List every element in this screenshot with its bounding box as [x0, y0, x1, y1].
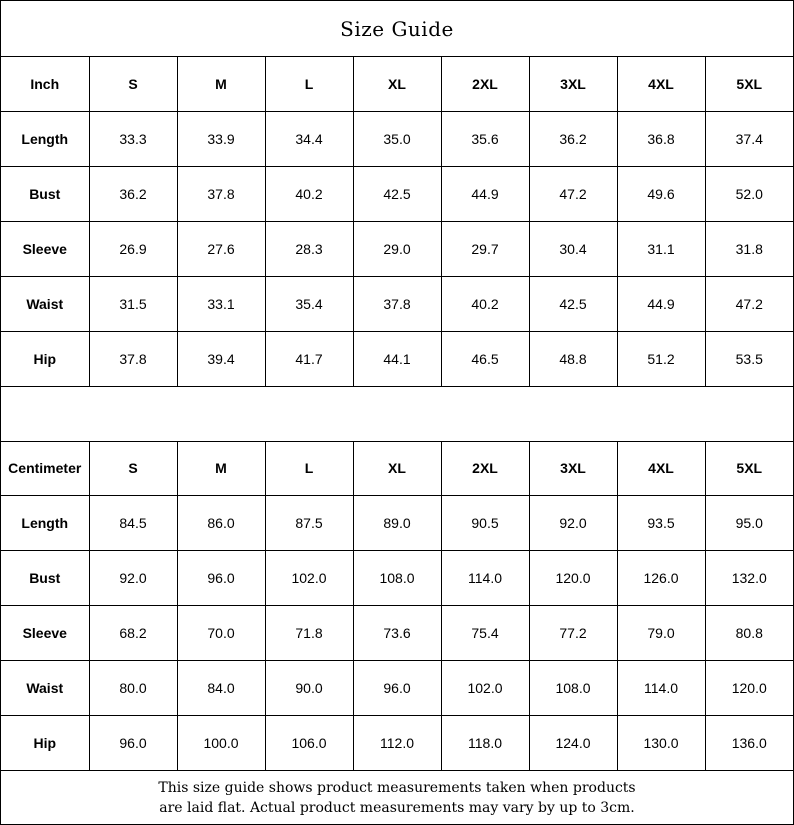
- size-header: L: [265, 57, 353, 112]
- measurement-value: 47.2: [529, 167, 617, 222]
- measurement-label: Hip: [1, 332, 89, 387]
- measurement-value: 136.0: [705, 716, 793, 771]
- size-header: 5XL: [705, 441, 793, 496]
- measurement-value: 33.3: [89, 112, 177, 167]
- measurement-value: 30.4: [529, 222, 617, 277]
- size-header: 3XL: [529, 57, 617, 112]
- table-row: [1, 551, 793, 606]
- measurement-value: 93.5: [617, 496, 705, 551]
- table-row: [1, 332, 793, 387]
- measurement-value: 90.0: [265, 661, 353, 716]
- measurement-value: 96.0: [89, 716, 177, 771]
- size-header: 5XL: [705, 57, 793, 112]
- measurement-value: 102.0: [265, 551, 353, 606]
- measurement-value: 44.1: [353, 332, 441, 387]
- measurement-value: 47.2: [705, 277, 793, 332]
- measurement-value: 44.9: [617, 277, 705, 332]
- measurement-value: 86.0: [177, 496, 265, 551]
- size-header: L: [265, 441, 353, 496]
- measurement-value: 39.4: [177, 332, 265, 387]
- table-row: [1, 167, 793, 222]
- measurement-label: Sleeve: [1, 222, 89, 277]
- table-header-row: [1, 57, 793, 112]
- measurement-value: 114.0: [441, 551, 529, 606]
- measurement-value: 100.0: [177, 716, 265, 771]
- measurement-value: 102.0: [441, 661, 529, 716]
- size-header: XL: [353, 441, 441, 496]
- measurement-value: 35.6: [441, 112, 529, 167]
- measurement-value: 42.5: [353, 167, 441, 222]
- measurement-value: 48.8: [529, 332, 617, 387]
- measurement-value: 42.5: [529, 277, 617, 332]
- measurement-value: 29.7: [441, 222, 529, 277]
- measurement-value: 29.0: [353, 222, 441, 277]
- table-row: [1, 112, 793, 167]
- measurement-value: 46.5: [441, 332, 529, 387]
- measurement-value: 37.8: [89, 332, 177, 387]
- table-header-row: [1, 441, 793, 496]
- size-header: 4XL: [617, 441, 705, 496]
- measurement-value: 28.3: [265, 222, 353, 277]
- measurement-value: 130.0: [617, 716, 705, 771]
- measurement-value: 33.1: [177, 277, 265, 332]
- measurement-value: 44.9: [441, 167, 529, 222]
- measurement-value: 84.5: [89, 496, 177, 551]
- size-header: 4XL: [617, 57, 705, 112]
- measurement-value: 132.0: [705, 551, 793, 606]
- measurement-value: 31.1: [617, 222, 705, 277]
- measurement-value: 53.5: [705, 332, 793, 387]
- measurement-value: 35.0: [353, 112, 441, 167]
- measurement-value: 89.0: [353, 496, 441, 551]
- measurement-value: 96.0: [353, 661, 441, 716]
- measurement-value: 118.0: [441, 716, 529, 771]
- measurement-value: 87.5: [265, 496, 353, 551]
- measurement-value: 77.2: [529, 606, 617, 661]
- measurement-value: 34.4: [265, 112, 353, 167]
- measurement-value: 27.6: [177, 222, 265, 277]
- measurement-value: 84.0: [177, 661, 265, 716]
- measurement-value: 79.0: [617, 606, 705, 661]
- measurement-value: 114.0: [617, 661, 705, 716]
- measurement-value: 52.0: [705, 167, 793, 222]
- measurement-value: 80.8: [705, 606, 793, 661]
- page-title: Size Guide: [1, 1, 793, 57]
- measurement-value: 36.8: [617, 112, 705, 167]
- measurement-value: 112.0: [353, 716, 441, 771]
- measurement-value: 108.0: [353, 551, 441, 606]
- inch-size-table: [1, 57, 793, 387]
- size-header: M: [177, 57, 265, 112]
- note-line-2: are laid flat. Actual product measurements may vary by up to 3cm.: [159, 800, 635, 816]
- measurement-value: 106.0: [265, 716, 353, 771]
- table-row: [1, 496, 793, 551]
- measurement-value: 126.0: [617, 551, 705, 606]
- measurement-label: Waist: [1, 661, 89, 716]
- measurement-label: Length: [1, 112, 89, 167]
- measurement-value: 51.2: [617, 332, 705, 387]
- measurement-value: 92.0: [89, 551, 177, 606]
- measurement-value: 96.0: [177, 551, 265, 606]
- size-header: 2XL: [441, 57, 529, 112]
- measurement-label: Length: [1, 496, 89, 551]
- table-row: [1, 222, 793, 277]
- size-header: 3XL: [529, 441, 617, 496]
- table-row: [1, 661, 793, 716]
- unit-label: Centimeter: [1, 441, 89, 496]
- size-header: S: [89, 441, 177, 496]
- measurement-note: [1, 770, 793, 825]
- table-row: [1, 606, 793, 661]
- measurement-value: 120.0: [705, 661, 793, 716]
- measurement-label: Bust: [1, 167, 89, 222]
- measurement-value: 49.6: [617, 167, 705, 222]
- table-separator: [1, 386, 793, 442]
- measurement-label: Waist: [1, 277, 89, 332]
- measurement-value: 90.5: [441, 496, 529, 551]
- unit-label: Inch: [1, 57, 89, 112]
- table-row: [1, 716, 793, 771]
- table-row: [1, 277, 793, 332]
- size-header: M: [177, 441, 265, 496]
- measurement-value: 68.2: [89, 606, 177, 661]
- measurement-value: 75.4: [441, 606, 529, 661]
- measurement-value: 41.7: [265, 332, 353, 387]
- measurement-value: 36.2: [529, 112, 617, 167]
- measurement-label: Hip: [1, 716, 89, 771]
- measurement-value: 26.9: [89, 222, 177, 277]
- measurement-value: 95.0: [705, 496, 793, 551]
- measurement-label: Bust: [1, 551, 89, 606]
- measurement-value: 31.8: [705, 222, 793, 277]
- measurement-value: 70.0: [177, 606, 265, 661]
- measurement-value: 80.0: [89, 661, 177, 716]
- measurement-value: 31.5: [89, 277, 177, 332]
- measurement-value: 37.8: [353, 277, 441, 332]
- centimeter-size-table: [1, 441, 793, 771]
- measurement-value: 40.2: [441, 277, 529, 332]
- measurement-value: 120.0: [529, 551, 617, 606]
- measurement-value: 33.9: [177, 112, 265, 167]
- measurement-value: 108.0: [529, 661, 617, 716]
- note-line-1: This size guide shows product measurements taken when products: [158, 780, 636, 796]
- measurement-value: 37.4: [705, 112, 793, 167]
- measurement-value: 92.0: [529, 496, 617, 551]
- size-header: XL: [353, 57, 441, 112]
- measurement-value: 36.2: [89, 167, 177, 222]
- measurement-value: 40.2: [265, 167, 353, 222]
- measurement-value: 73.6: [353, 606, 441, 661]
- measurement-value: 37.8: [177, 167, 265, 222]
- measurement-value: 124.0: [529, 716, 617, 771]
- measurement-value: 35.4: [265, 277, 353, 332]
- size-header: S: [89, 57, 177, 112]
- measurement-label: Sleeve: [1, 606, 89, 661]
- size-header: 2XL: [441, 441, 529, 496]
- measurement-value: 71.8: [265, 606, 353, 661]
